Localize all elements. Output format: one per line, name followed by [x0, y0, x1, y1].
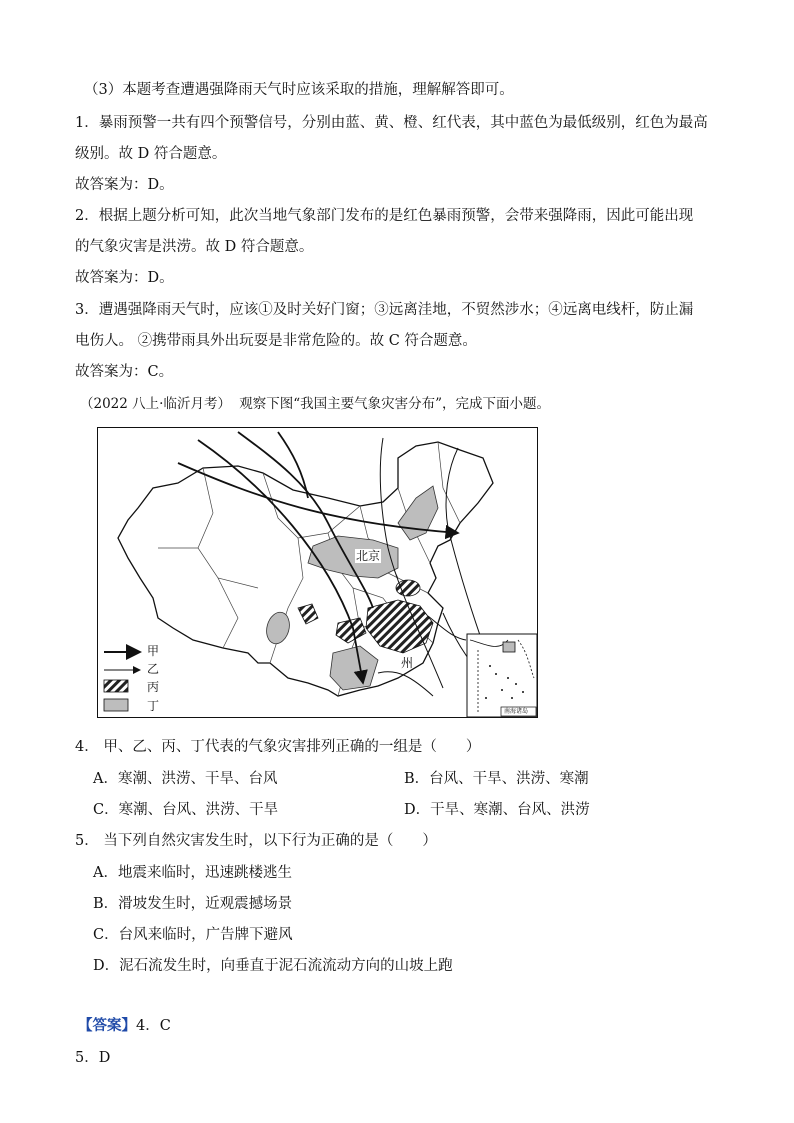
- q1-explanation-line1: 1．暴雨预警一共有四个预警信号，分别由蓝、黄、橙、红代表，其中蓝色为最低级别，红色为最高: [75, 115, 708, 131]
- q4-option-a: A．寒潮、洪涝、干旱、台风: [93, 771, 278, 787]
- q3-explanation-line1: 3．遭遇强降雨天气时，应该①及时关好门窗；③远离洼地，不贸然涉水；④远离电线杆，防止漏: [75, 302, 694, 318]
- q5-stem: 5． 当下列自然灾害发生时，以下行为正确的是（ ）: [75, 833, 437, 849]
- zhou-label: 州: [401, 656, 414, 670]
- question-source-text: （2022 八上·临沂月考）: [80, 396, 231, 412]
- legend-graphics: [104, 652, 140, 711]
- q3-answer: 故答案为：C。: [75, 364, 174, 380]
- q4-option-b: B．台风、干旱、洪涝、寒潮: [404, 771, 589, 787]
- q5-option-c: C．台风来临时，广告牌下避风: [93, 927, 293, 943]
- q4-option-d: D．干旱、寒潮、台风、洪涝: [404, 802, 590, 818]
- legend-label-bing: 丙: [147, 680, 160, 694]
- answer-q5: 5．D: [75, 1050, 111, 1066]
- q4-option-c: C．寒潮、台风、洪涝、干旱: [93, 802, 279, 818]
- inset-label: 南海诸岛: [504, 708, 529, 715]
- map-drawing: [98, 428, 539, 719]
- q5-option-a: A．地震来临时，迅速跳楼逃生: [93, 865, 292, 881]
- q5-option-d: D．泥石流发生时，向垂直于泥石流流动方向的山坡上跑: [93, 958, 453, 974]
- legend-label-ding: 丁: [147, 699, 160, 713]
- legend-label-jia: 甲: [147, 644, 160, 658]
- beijing-label: 北京: [356, 549, 381, 563]
- q4-stem: 4． 甲、乙、丙、丁代表的气象灾害排列正确的一组是（ ）: [75, 739, 481, 755]
- q2-explanation-line2: 的气象灾害是洪涝。故 D 符合题意。: [75, 239, 314, 255]
- legend-label-yi: 乙: [147, 662, 160, 676]
- china-outline: [118, 442, 493, 696]
- answer-line: [78, 1016, 171, 1036]
- province-borders: [158, 442, 460, 696]
- q1-answer: 故答案为：D。: [75, 177, 174, 193]
- solution-intro: （3）本题考查遭遇强降雨天气时应该采取的措施，理解解答即可。: [84, 82, 514, 98]
- q2-explanation-line1: 2．根据上题分析可知，此次当地气象部门发布的是红色暴雨预警，会带来强降雨，因此可能出现: [75, 208, 694, 224]
- question-stem: 观察下图“我国主要气象灾害分布”，完成下面小题。: [239, 396, 551, 412]
- inset-box: [467, 634, 537, 717]
- q5-option-b: B．滑坡发生时，近观震撼场景: [93, 896, 293, 912]
- answer-label: 【答案】: [78, 1017, 136, 1034]
- q2-answer: 故答案为：D。: [75, 270, 174, 286]
- answer-q4: 4．C: [136, 1018, 171, 1034]
- q1-explanation-line2: 级别。故 D 符合题意。: [75, 146, 227, 162]
- q3-explanation-line2: 电伤人。 ②携带雨具外出玩耍是非常危险的。故 C 符合题意。: [75, 333, 477, 349]
- weather-disaster-map: [97, 427, 538, 718]
- question-source: [80, 394, 550, 414]
